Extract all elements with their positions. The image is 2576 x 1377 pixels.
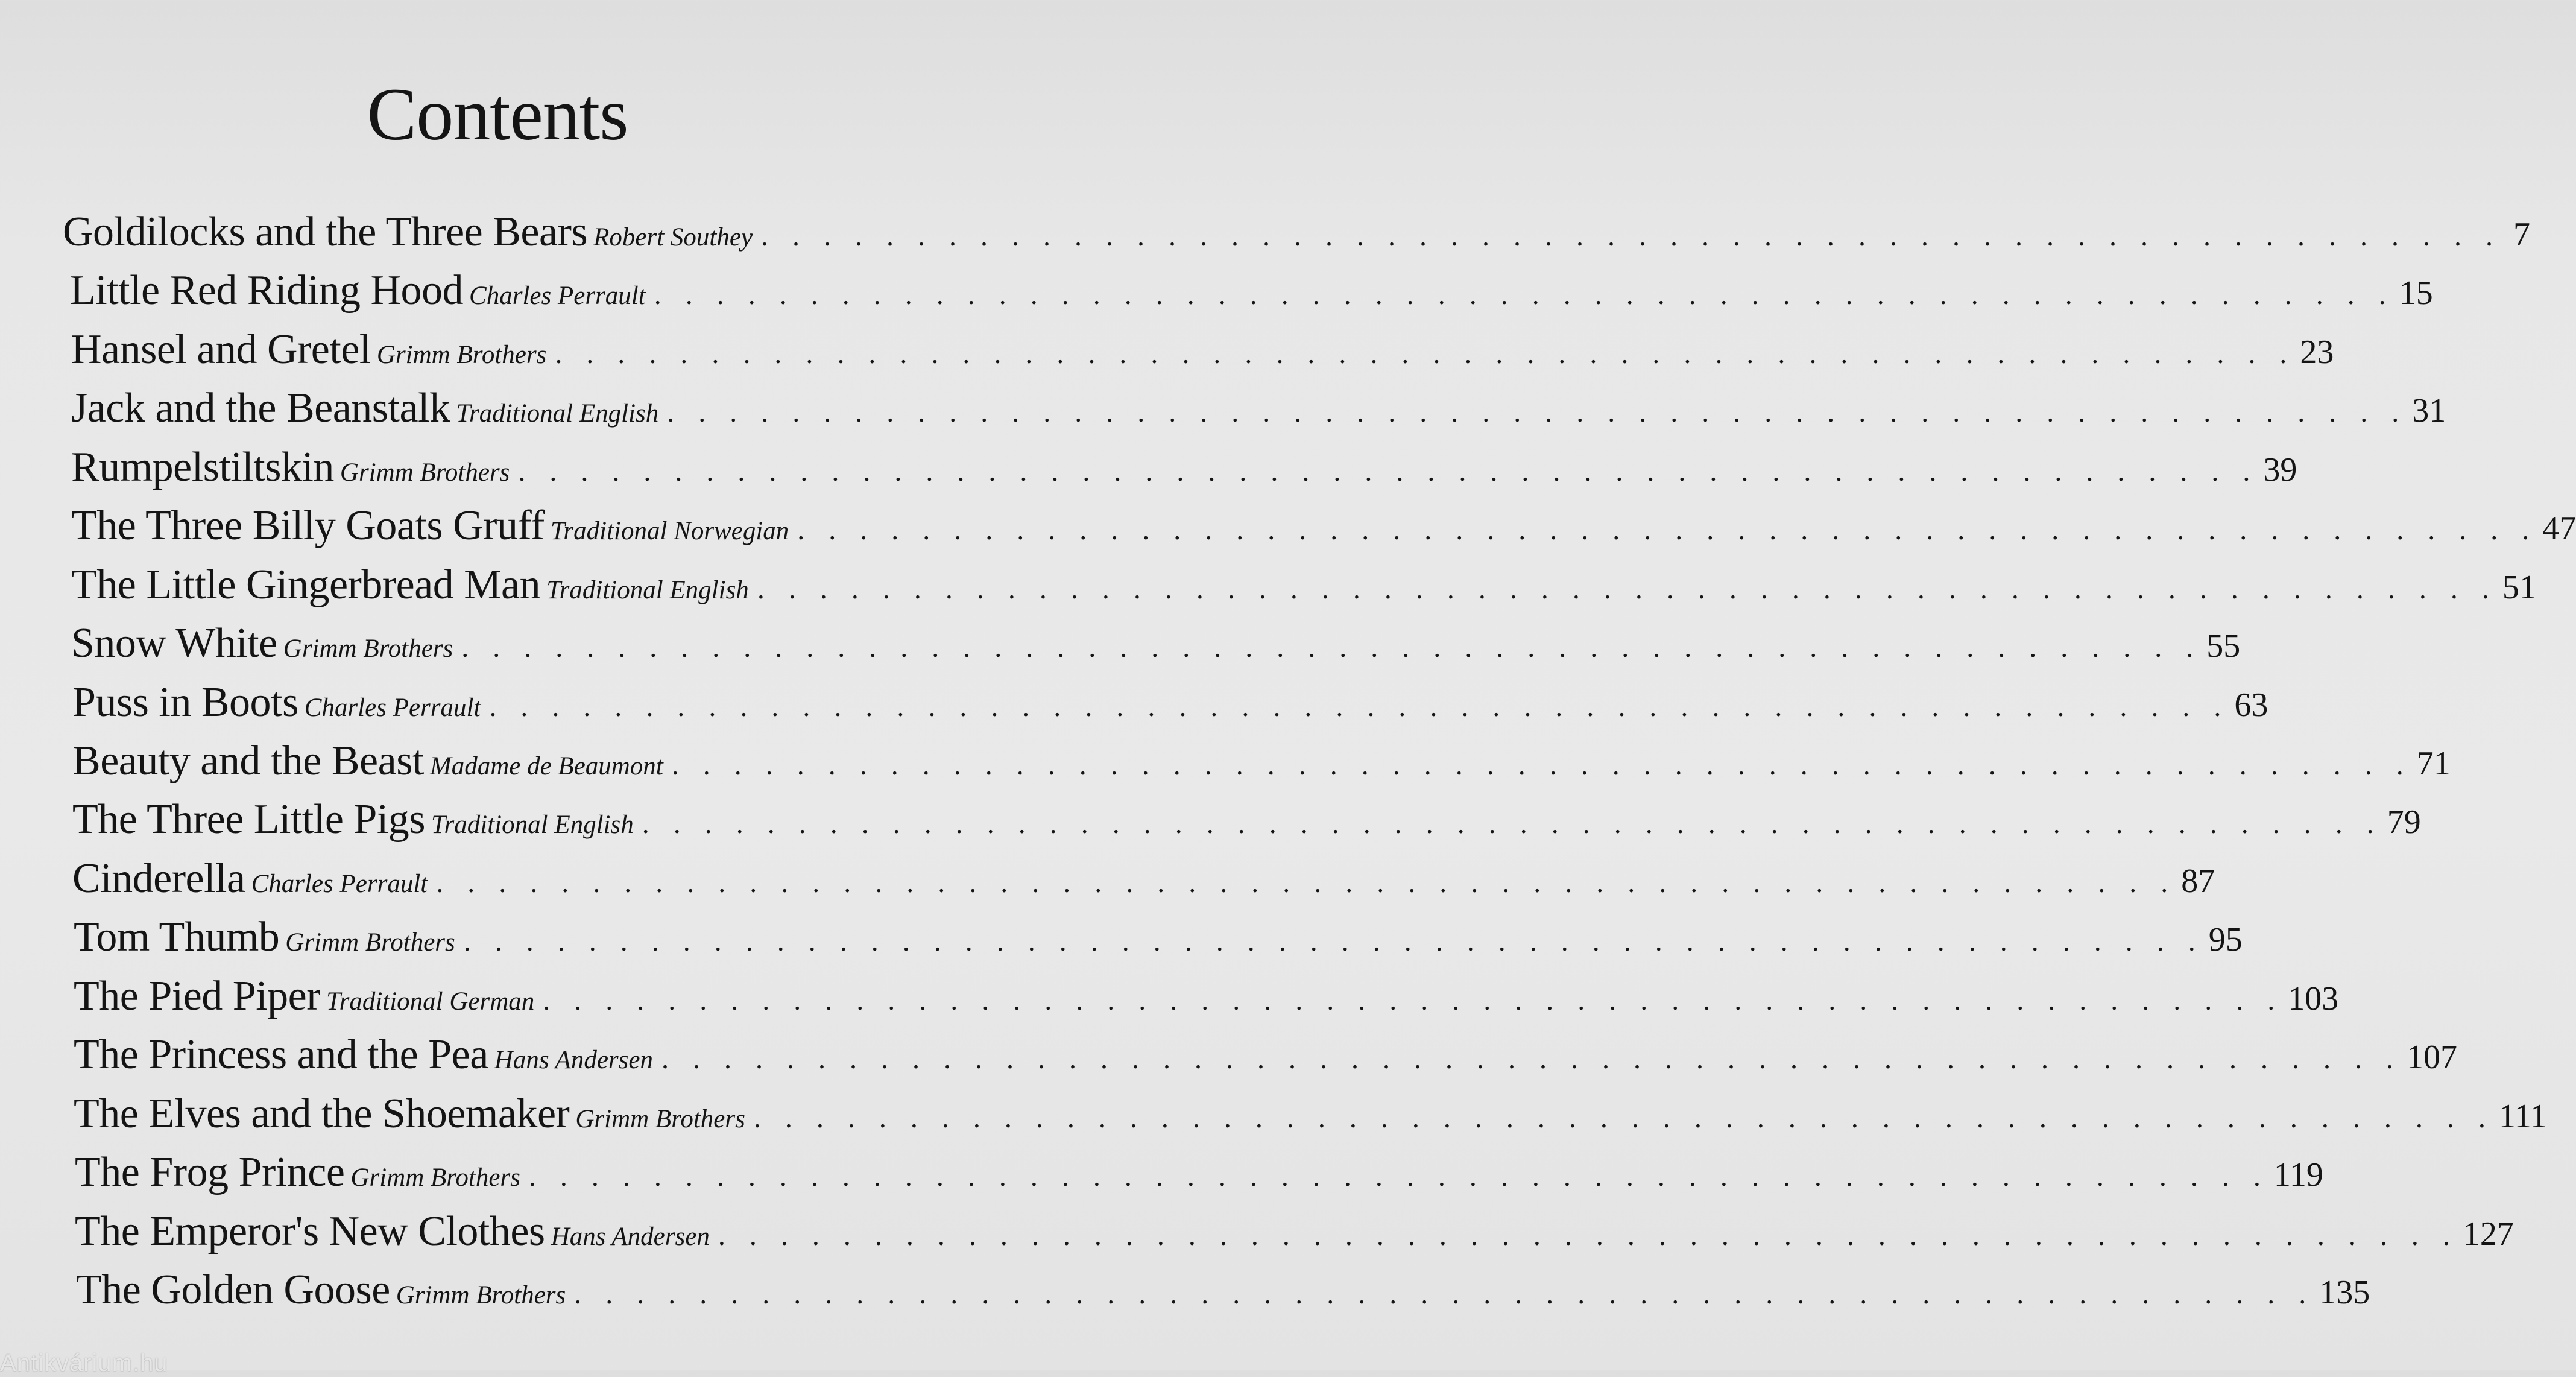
dot-leader: . . . . . . . . . . . . . . . . . . . . . . . . . . . . . . . . . . . . . . . . . . . . . . . . . . . . . . . . (718, 1220, 2458, 1252)
page-number: 23 (2300, 334, 2334, 371)
story-title: Cinderella (72, 855, 245, 902)
dot-leader: . . . . . . . . . . . . . . . . . . . . . . . . . . . . . . . . . . . . . . . . . . . . . . . . . . . . . . . . (574, 1278, 2315, 1310)
page-number: 51 (2502, 569, 2536, 606)
page-number: 47 (2542, 510, 2576, 547)
story-title: The Elves and the Shoemaker (74, 1091, 570, 1137)
story-author: Charles Perrault (469, 282, 646, 310)
toc-entry (71, 385, 2446, 437)
story-author: Traditional German (326, 987, 535, 1016)
story-author: Hans Andersen (494, 1046, 653, 1074)
page-number: 63 (2234, 686, 2268, 724)
toc-entry (74, 1091, 2547, 1142)
dot-leader: . . . . . . . . . . . . . . . . . . . . . . . . . . . . . . . . . . . . . . . . . . . . . . . . . . . . . . . . (528, 1160, 2269, 1192)
story-author: Robert Southey (593, 223, 753, 252)
story-author: Traditional Norwegian (550, 517, 789, 545)
story-author: Hans Andersen (551, 1223, 710, 1251)
story-title: Puss in Boots (72, 679, 298, 726)
page-number: 107 (2406, 1039, 2457, 1076)
toc-entry (74, 914, 2243, 966)
page-number: 127 (2463, 1215, 2514, 1253)
story-title: The Emperor's New Clothes (75, 1208, 545, 1255)
dot-leader: . . . . . . . . . . . . . . . . . . . . . . . . . . . . . . . . . . . . . . . . . . . . . . . . . . . . . . . . (518, 455, 2259, 487)
page-number: 119 (2273, 1156, 2323, 1194)
dot-leader: . . . . . . . . . . . . . . . . . . . . . . . . . . . . . . . . . . . . . . . . . . . . . . . . . . . . . . . . (757, 573, 2498, 605)
story-author: Traditional English (431, 811, 634, 839)
page-number: 135 (2319, 1274, 2370, 1311)
story-author: Grimm Brothers (396, 1281, 566, 1309)
story-title: Goldilocks and the Three Bears (63, 209, 588, 255)
dot-leader: . . . . . . . . . . . . . . . . . . . . . . . . . . . . . . . . . . . . . . . . . . . . . . . . . . . . . . . . (797, 514, 2538, 546)
toc-entry (74, 973, 2339, 1025)
story-title: Snow White (71, 620, 277, 666)
dot-leader: . . . . . . . . . . . . . . . . . . . . . . . . . . . . . . . . . . . . . . . . . . . . . . . . . . . . . . . . (753, 1102, 2494, 1134)
toc-entry (72, 855, 2215, 907)
story-title: The Princess and the Pea (74, 1031, 488, 1078)
toc-entry (71, 326, 2334, 378)
story-title: Little Red Riding Hood (70, 267, 464, 314)
dot-leader: . . . . . . . . . . . . . . . . . . . . . . . . . . . . . . . . . . . . . . . . . . . . . . . . . . . . . . . . (555, 338, 2296, 370)
story-author: Grimm Brothers (283, 635, 453, 663)
story-title: The Three Little Pigs (72, 796, 426, 843)
dot-leader: . . . . . . . . . . . . . . . . . . . . . . . . . . . . . . . . . . . . . . . . . . . . . . . . . . . . . . . . (461, 632, 2202, 663)
story-title: The Little Gingerbread Man (71, 562, 541, 608)
page-number: 39 (2263, 451, 2297, 489)
story-author: Traditional English (546, 576, 749, 604)
story-author: Grimm Brothers (285, 928, 455, 957)
dot-leader: . . . . . . . . . . . . . . . . . . . . . . . . . . . . . . . . . . . . . . . . . . . . . . . . . . . . . . . . (436, 867, 2177, 899)
page-number: 103 (2288, 980, 2339, 1018)
toc-entry (75, 1208, 2514, 1260)
page-number: 79 (2387, 803, 2421, 841)
story-author: Grimm Brothers (575, 1105, 745, 1133)
page-number: 111 (2498, 1098, 2547, 1135)
toc-entry (71, 562, 2536, 613)
toc-entry (74, 1031, 2457, 1083)
story-title: Jack and the Beanstalk (71, 385, 450, 431)
story-author: Charles Perrault (304, 694, 481, 722)
story-author: Madame de Beaumont (429, 752, 663, 780)
story-title: Rumpelstiltskin (71, 444, 334, 490)
toc-entry (72, 796, 2421, 848)
story-title: Beauty and the Beast (72, 738, 424, 784)
story-author: Grimm Brothers (350, 1163, 520, 1192)
toc-entry (72, 738, 2451, 790)
page-number: 71 (2416, 745, 2451, 782)
page-number: 7 (2513, 216, 2531, 253)
dot-leader: . . . . . . . . . . . . . . . . . . . . . . . . . . . . . . . . . . . . . . . . . . . . . . . . . . . . . . . . (661, 1043, 2402, 1075)
story-author: Grimm Brothers (339, 458, 510, 487)
toc-entry (70, 267, 2433, 319)
story-title: The Pied Piper (74, 973, 321, 1019)
dot-leader: . . . . . . . . . . . . . . . . . . . . . . . . . . . . . . . . . . . . . . . . . . . . . . . . . . . . . . . . (667, 396, 2408, 428)
toc-entry (76, 1267, 2370, 1318)
toc-entry (71, 444, 2297, 496)
dot-leader: . . . . . . . . . . . . . . . . . . . . . . . . . . . . . . . . . . . . . . . . . . . . . . . . . . . . . . . . (489, 691, 2230, 723)
dot-leader: . . . . . . . . . . . . . . . . . . . . . . . . . . . . . . . . . . . . . . . . . . . . . . . . . . . . . . . . (654, 279, 2394, 311)
story-title: Tom Thumb (74, 914, 280, 960)
story-author: Traditional English (456, 399, 659, 428)
dot-leader: . . . . . . . . . . . . . . . . . . . . . . . . . . . . . . . . . . . . . . . . . . . . . . . . . . . . . . . . (543, 984, 2284, 1016)
toc-entry (71, 502, 2576, 554)
dot-leader: . . . . . . . . . . . . . . . . . . . . . . . . . . . . . . . . . . . . . . . . . . . . . . . . . . . . . . . . (463, 925, 2204, 957)
story-title: The Frog Prince (75, 1149, 345, 1195)
story-author: Grimm Brothers (376, 341, 547, 369)
page-title: Contents (367, 73, 628, 156)
story-author: Charles Perrault (251, 870, 428, 898)
page-number: 55 (2206, 627, 2241, 665)
toc-entry (72, 679, 2268, 731)
toc-entry (71, 620, 2241, 672)
page-number: 15 (2399, 274, 2433, 312)
toc-entry (63, 209, 2531, 261)
story-title: The Three Billy Goats Gruff (71, 502, 545, 549)
page-number: 95 (2208, 921, 2243, 958)
dot-leader: . . . . . . . . . . . . . . . . . . . . . . . . . . . . . . . . . . . . . . . . . . . . . . . . . . . . . . . . (671, 749, 2412, 781)
watermark: Antikvárium.hu (0, 1350, 168, 1376)
dot-leader: . . . . . . . . . . . . . . . . . . . . . . . . . . . . . . . . . . . . . . . . . . . . . . . . . . . . . . . . (642, 808, 2382, 840)
page-number: 87 (2181, 863, 2215, 900)
dot-leader: . . . . . . . . . . . . . . . . . . . . . . . . . . . . . . . . . . . . . . . . . . . . . . . . . . . . . . . . (761, 220, 2502, 252)
story-title: The Golden Goose (76, 1267, 390, 1313)
page-number: 31 (2412, 392, 2446, 429)
toc-entry (75, 1149, 2323, 1201)
story-title: Hansel and Gretel (71, 326, 371, 373)
